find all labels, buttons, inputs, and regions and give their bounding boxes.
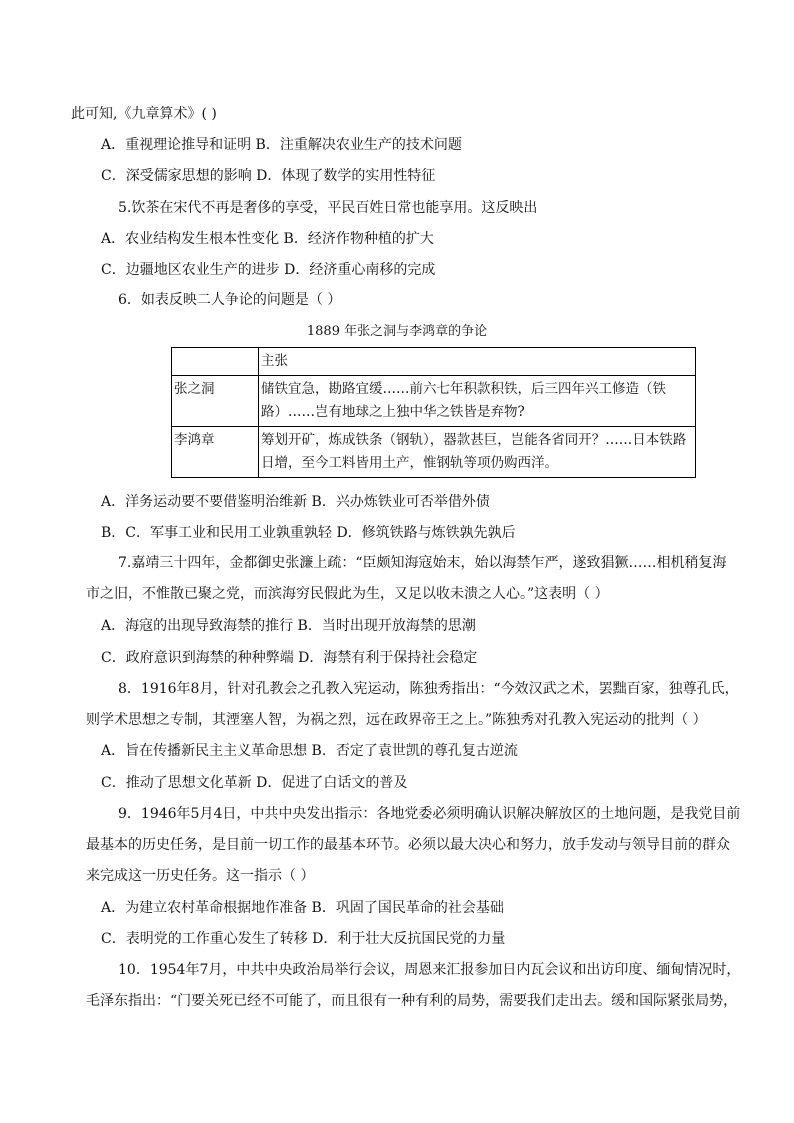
table-caption: 1889 年张之洞与李鸿章的争论	[306, 324, 488, 339]
q7-stem-line2: 市之旧，不惟散已聚之党，而滨海穷民假此为生，又足以收未溃之人心。”这表明（ ）	[86, 586, 609, 602]
debate-table	[171, 347, 696, 478]
q8-options-ab: A．旨在传播新民主主义革命思想 B．否定了袁世凯的尊孔复古逆流	[101, 743, 518, 759]
table-row-name: 张之洞	[172, 376, 259, 427]
q7-stem-line1: 7.嘉靖三十四年，金都御史张濂上疏：“臣颇知海寇始末，始以海禁乍严，遂致猖獗……相机稍复海	[118, 555, 727, 571]
q10-stem-line1: 10．1954年7月，中共中央政治局举行会议，周恩来汇报参加日内瓦会议和出访印度、缅甸情况时，	[118, 962, 741, 978]
q6-options-cd: B．C．军事工业和民用工业孰重孰轻 D．修筑铁路与炼铁孰先孰后	[101, 525, 516, 541]
table-row-name: 李鸿章	[172, 427, 259, 478]
q9-stem-line1: 9．1946年5月4日，中共中央发出指示：各地党委必须明确认识解决解放区的土地问题，是我党目前	[118, 806, 741, 822]
q8-stem-line2: 则学术思想之专制，其湮塞人智，为祸之烈，远在政界帝王之上。”陈独秀对孔教入宪运动的批判（ ）	[86, 712, 707, 728]
q8-stem-line1: 8．1916年8月，针对孔教会之孔教入宪运动，陈独秀指出：“今效汉武之术，罢黜百家，独尊孔氏，	[118, 681, 739, 697]
q4-options-cd: C．深受儒家思想的影响 D．体现了数学的实用性特征	[101, 168, 436, 184]
q6-stem: 6．如表反映二人争论的问题是（ ）	[118, 292, 342, 308]
q6-options-ab: A．洋务运动要不要借鉴明治维新 B．兴办炼铁业可否举借外债	[101, 494, 490, 510]
q4-stem-end: 此可知,《九章算术》( )	[71, 106, 217, 122]
q4-options-ab: A．重视理论推导和证明 B．注重解决农业生产的技术问题	[101, 137, 462, 153]
q5-options-ab: A．农业结构发生根本性变化 B．经济作物种植的扩大	[101, 231, 434, 247]
q8-options-cd: C．推动了思想文化革新 D．促进了白话文的普及	[101, 775, 408, 791]
table-header-cell: 主张	[259, 348, 696, 376]
table-row-text: 筹划开矿，炼成铁条（钢轨），器款甚巨，岂能各省同开？……日本铁路日增，至今工料皆用土产，惟钢轨等项仍购西洋。	[259, 427, 696, 478]
q7-options-cd: C．政府意识到海禁的种种弊端 D．海禁有利于保持社会稳定	[101, 650, 478, 666]
table-row	[172, 376, 696, 427]
q5-options-cd: C．边疆地区农业生产的进步 D．经济重心南移的完成	[101, 262, 436, 278]
q9-stem-line3: 来完成这一历史任务。这一指示（ ）	[86, 868, 315, 884]
q7-options-ab: A．海寇的出现导致海禁的推行 B．当时出现开放海禁的思潮	[101, 618, 476, 634]
table-header-empty	[172, 348, 259, 376]
q9-options-ab: A．为建立农村革命根据地作准备 B．巩固了国民革命的社会基础	[101, 900, 504, 916]
table-header-row	[172, 348, 696, 376]
q5-stem: 5.饮茶在宋代不再是奢侈的享受，平民百姓日常也能享用。这反映出	[118, 200, 538, 216]
table-row-text: 储铁宜急，勘路宜缓……前六七年积款积铁，后三四年兴工修造（铁路）……岂有地球之上独中华之铁皆是弃物?	[259, 376, 696, 427]
q9-options-cd: C．表明党的工作重心发生了转移 D．利于壮大反抗国民党的力量	[101, 931, 506, 947]
q10-stem-line2: 毛泽东指出：“门要关死已经不可能了，而且很有一种有利的局势，需要我们走出去。缓和国际紧张局势，	[86, 993, 738, 1009]
table-row	[172, 427, 696, 478]
q9-stem-line2: 最基本的历史任务，是目前一切工作的最基本环节。必须以最大决心和努力，放手发动与领导目前的群众	[86, 837, 730, 853]
